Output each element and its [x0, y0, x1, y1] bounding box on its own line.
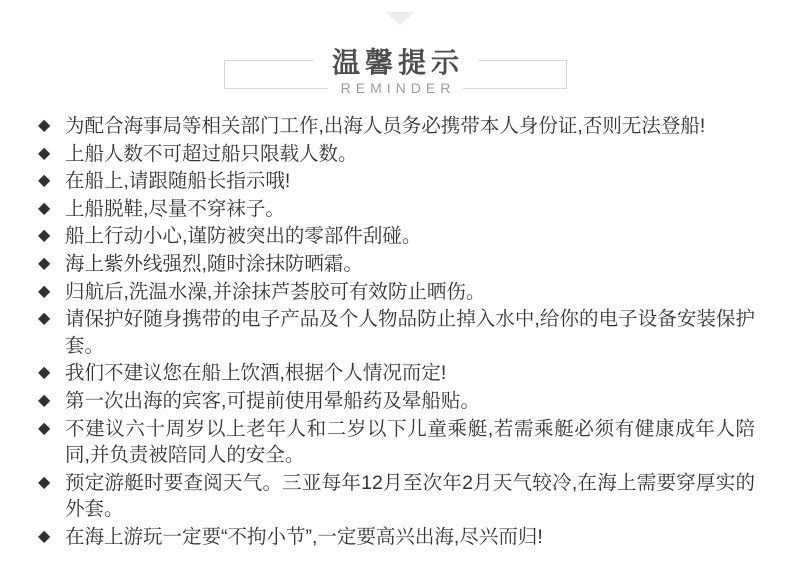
list-item	[38, 168, 755, 195]
diamond-bullet-icon: ◆	[38, 473, 51, 491]
diamond-bullet-icon: ◆	[38, 227, 51, 245]
list-item-text: 请保护好随身携带的电子产品及个人物品防止掉入水中,给你的电子设备安装保护套。	[65, 308, 755, 357]
list-item	[38, 141, 755, 168]
page-subtitle: REMINDER	[328, 80, 464, 96]
diamond-bullet-icon: ◆	[38, 199, 51, 217]
triangle-down-icon	[385, 12, 415, 25]
list-item	[38, 306, 755, 359]
reminder-list	[38, 113, 755, 552]
page-title: 温馨提示	[313, 41, 478, 81]
list-item	[38, 470, 755, 523]
list-item-text: 在海上游玩一定要“不拘小节”,一定要高兴出海,尽兴而归!	[65, 525, 543, 548]
list-item	[38, 223, 755, 250]
list-item-text: 上船脱鞋,尽量不穿袜子。	[65, 197, 285, 220]
list-item	[38, 416, 755, 469]
diamond-bullet-icon: ◆	[38, 144, 51, 162]
list-item	[38, 113, 755, 140]
diamond-bullet-icon: ◆	[38, 391, 51, 409]
list-item-text: 归航后,洗温水澡,并涂抹芦荟胶可有效防止晒伤。	[65, 280, 486, 303]
diamond-bullet-icon: ◆	[38, 254, 51, 272]
list-item-text: 在船上,请跟随船长指示哦!	[65, 170, 291, 193]
diamond-bullet-icon: ◆	[38, 364, 51, 382]
list-item	[38, 388, 755, 415]
list-item-text: 海上紫外线强烈,随时涂抹防晒霜。	[65, 252, 363, 275]
header-box	[224, 47, 567, 96]
list-item-text: 不建议六十周岁以上老年人和二岁以下儿童乘艇,若需乘艇必须有健康成年人陪同,并负责被陪同人的安全。	[65, 417, 755, 467]
list-item-text: 船上行动小心,谨防被突出的零部件刮碰。	[65, 225, 422, 248]
diamond-bullet-icon: ◆	[38, 172, 51, 190]
list-item-text: 第一次出海的宾客,可提前使用晕船药及晕船贴。	[65, 389, 480, 412]
diamond-bullet-icon: ◆	[38, 282, 51, 300]
diamond-bullet-icon: ◆	[38, 117, 51, 134]
list-item	[38, 524, 755, 551]
list-item	[38, 251, 755, 278]
list-item-text: 我们不建议您在船上饮酒,根据个人情况而定!	[65, 362, 447, 385]
list-item-text: 为配合海事局等相关部门工作,出海人员务必携带本人身份证,否则无法登船!	[65, 115, 706, 137]
diamond-bullet-icon: ◆	[38, 419, 51, 437]
list-item	[38, 360, 755, 387]
diamond-bullet-icon: ◆	[38, 310, 51, 328]
list-item	[38, 279, 755, 306]
diamond-bullet-icon: ◆	[38, 527, 51, 545]
list-item-text: 上船人数不可超过船只限载人数。	[65, 142, 358, 165]
list-item	[38, 196, 755, 223]
list-item-text: 预定游艇时要查阅天气。三亚每年12月至次年2月天气较冷,在海上需要穿厚实的外套。	[65, 471, 756, 521]
